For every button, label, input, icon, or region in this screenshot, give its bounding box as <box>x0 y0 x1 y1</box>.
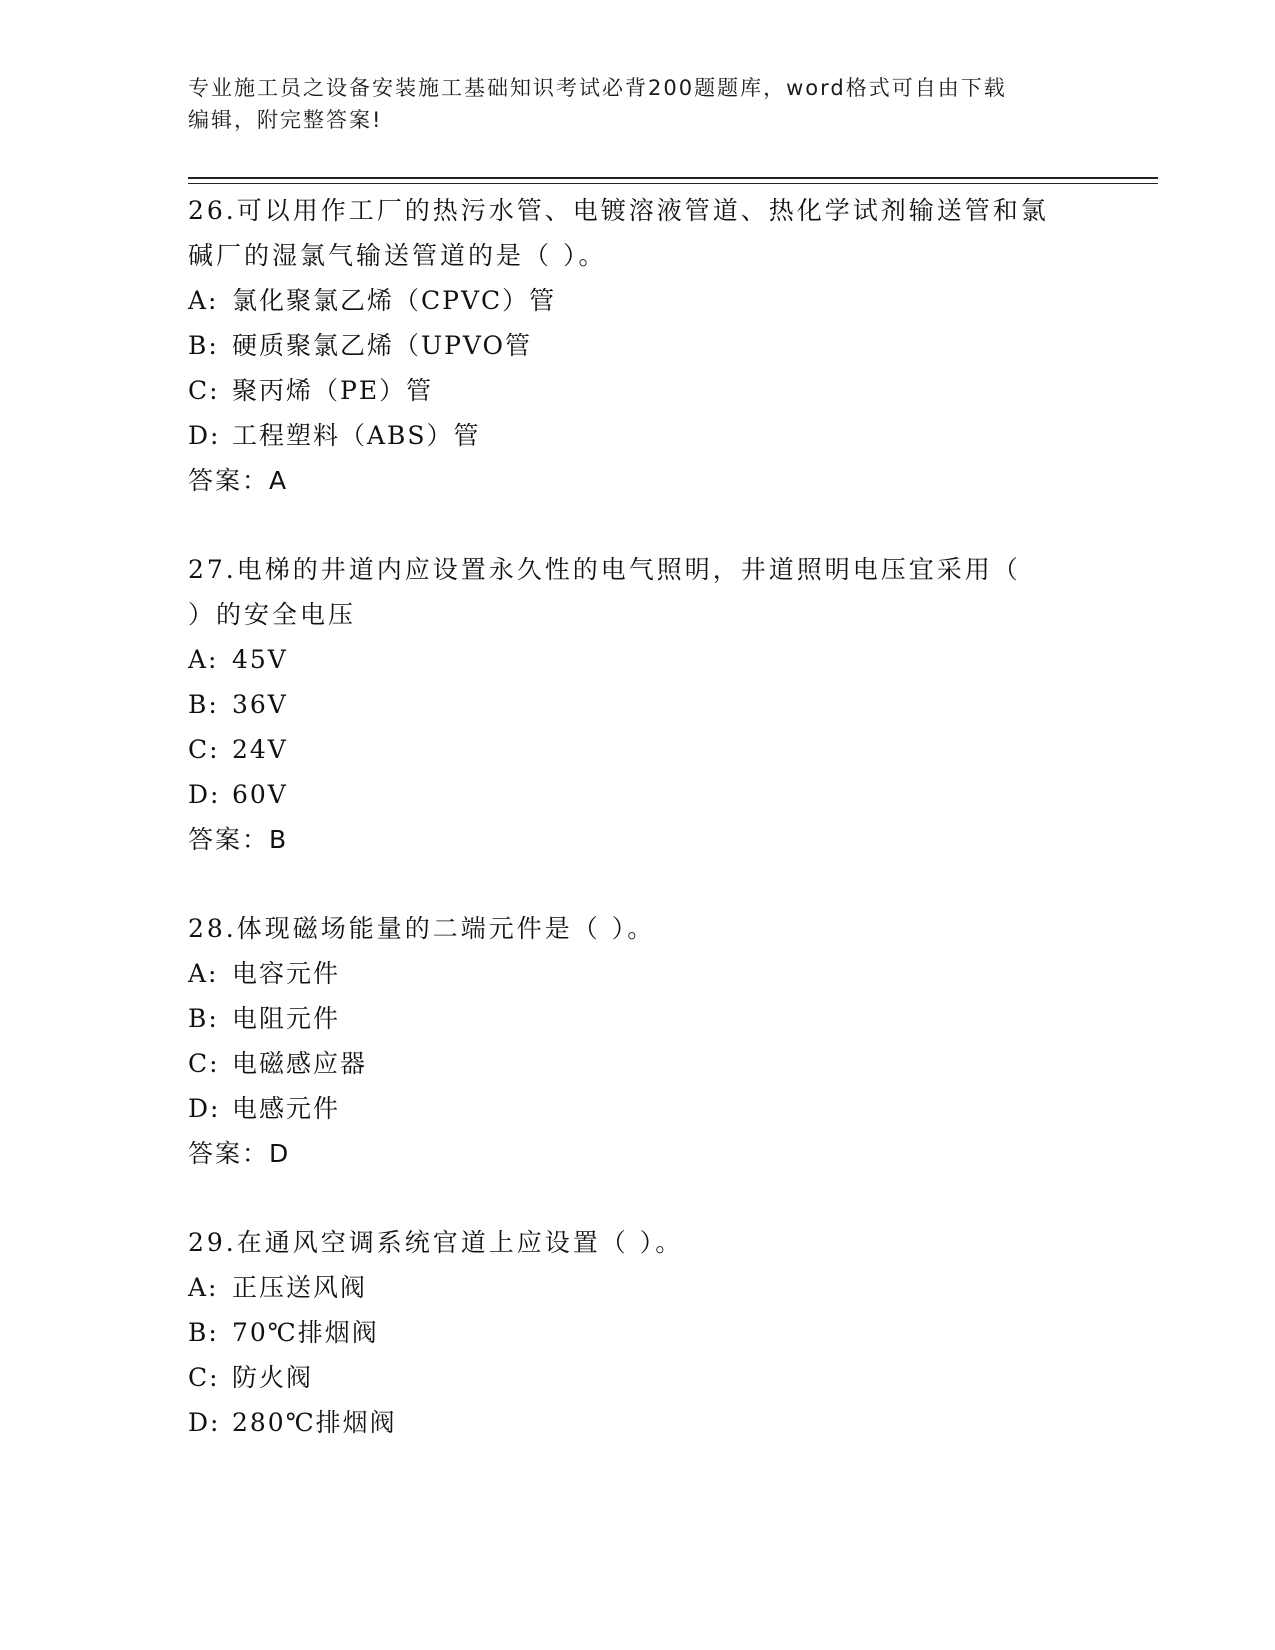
option-a <box>188 278 1128 323</box>
option-a <box>188 637 1128 682</box>
option-letter: A: <box>188 286 219 315</box>
document-header <box>188 72 1068 136</box>
option-a <box>188 1265 1128 1310</box>
question-text: 27.电梯的井道内应设置永久性的电气照明，井道照明电压宜采用（ <box>188 555 1021 584</box>
option-d <box>188 1086 1128 1131</box>
option-d <box>188 1400 1128 1445</box>
option-text: 36V <box>232 690 288 719</box>
option-letter: A: <box>188 1273 219 1302</box>
option-letter: C: <box>188 376 220 405</box>
option-letter: D: <box>188 1408 221 1437</box>
header-line-1: 专业施工员之设备安装施工基础知识考试必背200题题库，word格式可自由下载 <box>188 76 1007 100</box>
option-text: 70℃排烟阀 <box>232 1318 379 1347</box>
question-27 <box>188 547 1128 862</box>
option-letter: D: <box>188 780 221 809</box>
option-text: 45V <box>232 645 288 674</box>
option-letter: A: <box>188 645 219 674</box>
option-b <box>188 996 1128 1041</box>
option-text: 24V <box>232 735 288 764</box>
question-text: 28.体现磁场能量的二端元件是（ ）。 <box>188 914 656 943</box>
option-letter: C: <box>188 1049 220 1078</box>
questions-list <box>188 188 1128 1489</box>
option-letter: D: <box>188 1094 221 1123</box>
option-text: 280℃排烟阀 <box>232 1408 397 1437</box>
option-b <box>188 1310 1128 1355</box>
option-text: 氯化聚氯乙烯（CPVC）管 <box>232 286 557 315</box>
option-text: 工程塑料（ABS）管 <box>232 421 481 450</box>
option-text: 聚丙烯（PE）管 <box>232 376 434 405</box>
question-text-continued: ）的安全电压 <box>188 600 357 629</box>
header-divider-thick <box>188 177 1158 179</box>
option-letter: D: <box>188 421 221 450</box>
option-d <box>188 413 1128 458</box>
option-c <box>188 368 1128 413</box>
question-29 <box>188 1220 1128 1445</box>
answer-line: 答案：D <box>188 1139 291 1168</box>
option-letter: C: <box>188 1363 220 1392</box>
option-text: 正压送风阀 <box>232 1273 368 1302</box>
option-a <box>188 951 1128 996</box>
option-d <box>188 772 1128 817</box>
question-26 <box>188 188 1128 503</box>
option-b <box>188 323 1128 368</box>
question-text: 29.在通风空调系统官道上应设置（ ）。 <box>188 1228 684 1257</box>
answer-line: 答案：B <box>188 825 289 854</box>
header-divider-thin <box>188 183 1158 184</box>
answer-line: 答案：A <box>188 466 289 495</box>
question-text: 26.可以用作工厂的热污水管、电镀溶液管道、热化学试剂输送管和氯 <box>188 196 1049 225</box>
option-text: 60V <box>232 780 288 809</box>
question-text-continued: 碱厂的湿氯气输送管道的是（ ）。 <box>188 241 607 270</box>
option-text: 硬质聚氯乙烯（UPVO管 <box>232 331 533 360</box>
option-c <box>188 1041 1128 1086</box>
option-letter: C: <box>188 735 220 764</box>
option-b <box>188 682 1128 727</box>
option-c <box>188 727 1128 772</box>
option-text: 电磁感应器 <box>232 1049 368 1078</box>
option-letter: A: <box>188 959 219 988</box>
option-letter: B: <box>188 1004 219 1033</box>
option-letter: B: <box>188 331 219 360</box>
option-letter: B: <box>188 690 219 719</box>
option-c <box>188 1355 1128 1400</box>
option-text: 电感元件 <box>232 1094 341 1123</box>
option-text: 电容元件 <box>232 959 341 988</box>
option-letter: B: <box>188 1318 219 1347</box>
option-text: 电阻元件 <box>232 1004 341 1033</box>
header-line-2: 编辑，附完整答案! <box>188 108 383 132</box>
question-28 <box>188 906 1128 1176</box>
option-text: 防火阀 <box>232 1363 314 1392</box>
